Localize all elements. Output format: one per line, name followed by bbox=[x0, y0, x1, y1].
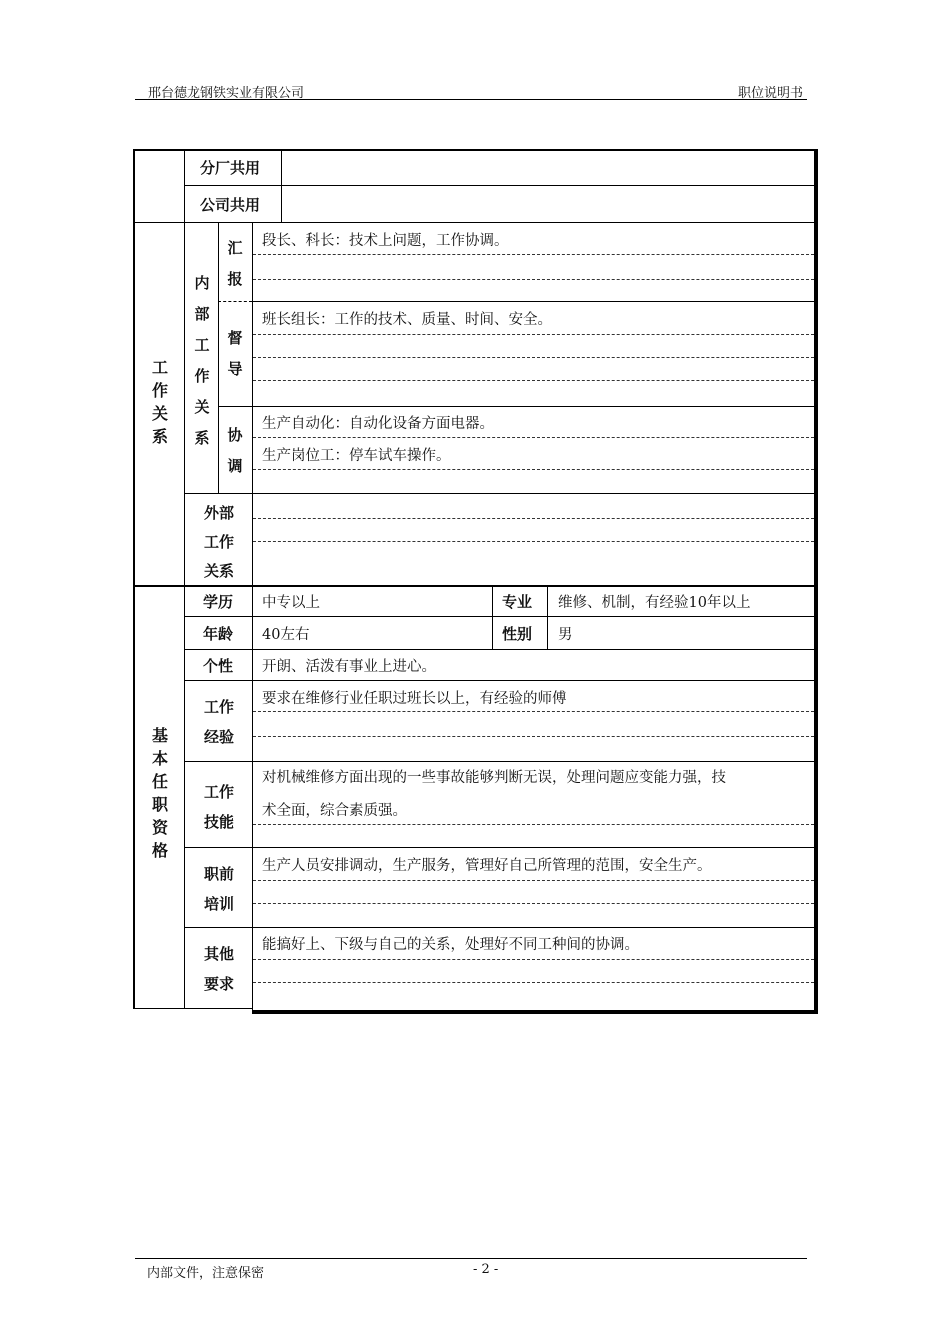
value-personality: 开朗、活泼有事业上进心。 bbox=[262, 659, 436, 675]
writing-line bbox=[253, 469, 814, 470]
section-char: 关 bbox=[151, 404, 168, 423]
section-char: 职 bbox=[151, 795, 168, 814]
skills-line: 工作 bbox=[203, 783, 234, 801]
internal-char: 内 bbox=[194, 274, 210, 292]
coordinate-char: 协 bbox=[227, 426, 243, 444]
writing-line bbox=[253, 959, 814, 960]
row-rule bbox=[252, 301, 814, 302]
section-char: 资 bbox=[151, 818, 168, 837]
header-rule bbox=[135, 99, 807, 100]
label-education: 学历 bbox=[203, 593, 234, 611]
label-age: 年龄 bbox=[203, 625, 234, 643]
section-label-work-relations bbox=[150, 356, 170, 448]
writing-line bbox=[253, 903, 814, 904]
writing-line bbox=[253, 279, 814, 280]
skills-line: 技能 bbox=[203, 813, 234, 831]
label-training bbox=[189, 859, 249, 919]
section-char: 本 bbox=[151, 749, 168, 768]
label-gender: 性别 bbox=[502, 625, 533, 643]
table-top-border bbox=[133, 149, 816, 151]
col-divider-internal bbox=[218, 223, 219, 493]
internal-char: 系 bbox=[194, 429, 210, 447]
row-rule bbox=[184, 649, 814, 650]
label-report bbox=[225, 233, 245, 295]
footer-notice: 内部文件，注意保密 bbox=[147, 1266, 265, 1281]
row-rule bbox=[184, 493, 814, 494]
row-rule bbox=[133, 222, 814, 223]
label-internal-relations bbox=[192, 268, 212, 454]
other-line: 其他 bbox=[203, 945, 234, 963]
value-experience: 要求在维修行业任职过班长以上，有经验的师傅 bbox=[262, 691, 567, 707]
label-skills bbox=[189, 777, 249, 837]
value-supervise: 班长组长：工作的技术、质量、时间、安全。 bbox=[262, 312, 552, 328]
value-report: 段长、科长：技术上问题，工作协调。 bbox=[262, 233, 509, 249]
row-rule-dashed bbox=[218, 301, 252, 302]
table-right-border bbox=[814, 149, 818, 1013]
coordinate-char: 调 bbox=[227, 457, 243, 475]
writing-line bbox=[253, 357, 814, 358]
writing-line bbox=[253, 334, 814, 335]
label-external-relations bbox=[189, 499, 249, 586]
label-branch-shared: 分厂共用 bbox=[200, 159, 261, 177]
value-skills-1: 对机械维修方面出现的一些事故能够判断无误，处理问题应变能力强，技 bbox=[262, 770, 726, 786]
section-char: 基 bbox=[151, 726, 168, 745]
external-line: 外部 bbox=[203, 504, 234, 522]
section-char: 作 bbox=[151, 381, 168, 400]
writing-line bbox=[253, 254, 814, 255]
writing-line bbox=[253, 982, 814, 983]
table-bottom-left-border bbox=[133, 1008, 253, 1009]
value-training: 生产人员安排调动，生产服务，管理好自己所管理的范围，安全生产。 bbox=[262, 858, 712, 874]
training-line: 职前 bbox=[203, 865, 234, 883]
row-rule bbox=[184, 847, 814, 848]
supervise-char: 导 bbox=[227, 360, 243, 378]
supervise-char: 督 bbox=[227, 329, 243, 347]
value-education: 中专以上 bbox=[262, 595, 320, 611]
section-char: 系 bbox=[151, 427, 168, 446]
header-doc-type: 职位说明书 bbox=[738, 86, 804, 101]
internal-char: 工 bbox=[194, 336, 210, 354]
label-major: 专业 bbox=[502, 593, 533, 611]
writing-line bbox=[253, 711, 814, 712]
label-supervise bbox=[225, 323, 245, 385]
external-line: 关系 bbox=[203, 562, 234, 580]
col-divider-major-value bbox=[547, 586, 548, 649]
training-line: 培训 bbox=[203, 895, 234, 913]
report-char: 报 bbox=[227, 270, 243, 288]
experience-line: 经验 bbox=[203, 728, 234, 746]
label-other-requirements bbox=[189, 939, 249, 999]
value-age: 40左右 bbox=[262, 627, 310, 643]
label-personality: 个性 bbox=[203, 657, 234, 675]
value-coordinate-2: 生产岗位工：停车试车操作。 bbox=[262, 448, 451, 464]
value-coordinate-1: 生产自动化：自动化设备方面电器。 bbox=[262, 416, 494, 432]
section-char: 任 bbox=[151, 772, 168, 791]
table-bottom-border bbox=[252, 1010, 818, 1014]
col-divider-top-rows bbox=[281, 149, 282, 223]
table-left-border bbox=[133, 149, 135, 1009]
writing-line bbox=[253, 437, 814, 438]
row-rule bbox=[184, 185, 814, 186]
label-company-shared: 公司共用 bbox=[200, 196, 261, 214]
col-divider-1 bbox=[184, 149, 185, 1009]
section-char: 格 bbox=[151, 841, 168, 860]
external-line: 工作 bbox=[203, 533, 234, 551]
row-rule bbox=[184, 927, 814, 928]
row-rule bbox=[184, 616, 814, 617]
section-label-qualifications bbox=[150, 724, 170, 862]
writing-line bbox=[253, 880, 814, 881]
experience-line: 工作 bbox=[203, 698, 234, 716]
report-char: 汇 bbox=[227, 239, 243, 257]
label-coordinate bbox=[225, 420, 245, 482]
footer-rule bbox=[135, 1258, 807, 1259]
other-line: 要求 bbox=[203, 975, 234, 993]
row-rule bbox=[184, 680, 814, 681]
internal-char: 部 bbox=[194, 305, 210, 323]
value-gender: 男 bbox=[558, 627, 573, 643]
writing-line bbox=[253, 824, 814, 825]
row-rule bbox=[184, 761, 814, 762]
internal-char: 关 bbox=[194, 398, 210, 416]
col-divider-major-label bbox=[492, 586, 493, 649]
header-company: 邢台德龙钢铁实业有限公司 bbox=[148, 86, 305, 101]
writing-line bbox=[253, 518, 814, 519]
writing-line bbox=[253, 541, 814, 542]
writing-line bbox=[253, 380, 814, 381]
label-experience bbox=[189, 692, 249, 752]
value-major: 维修、机制，有经验10年以上 bbox=[558, 595, 751, 611]
value-other-requirements: 能搞好上、下级与自己的关系，处理好不同工种间的协调。 bbox=[262, 937, 639, 953]
internal-char: 作 bbox=[194, 367, 210, 385]
value-skills-2: 术全面，综合素质强。 bbox=[262, 803, 407, 819]
row-rule bbox=[218, 406, 814, 407]
section-char: 工 bbox=[151, 358, 168, 377]
footer-page-number: - 2 - bbox=[473, 1262, 499, 1277]
writing-line bbox=[253, 736, 814, 737]
